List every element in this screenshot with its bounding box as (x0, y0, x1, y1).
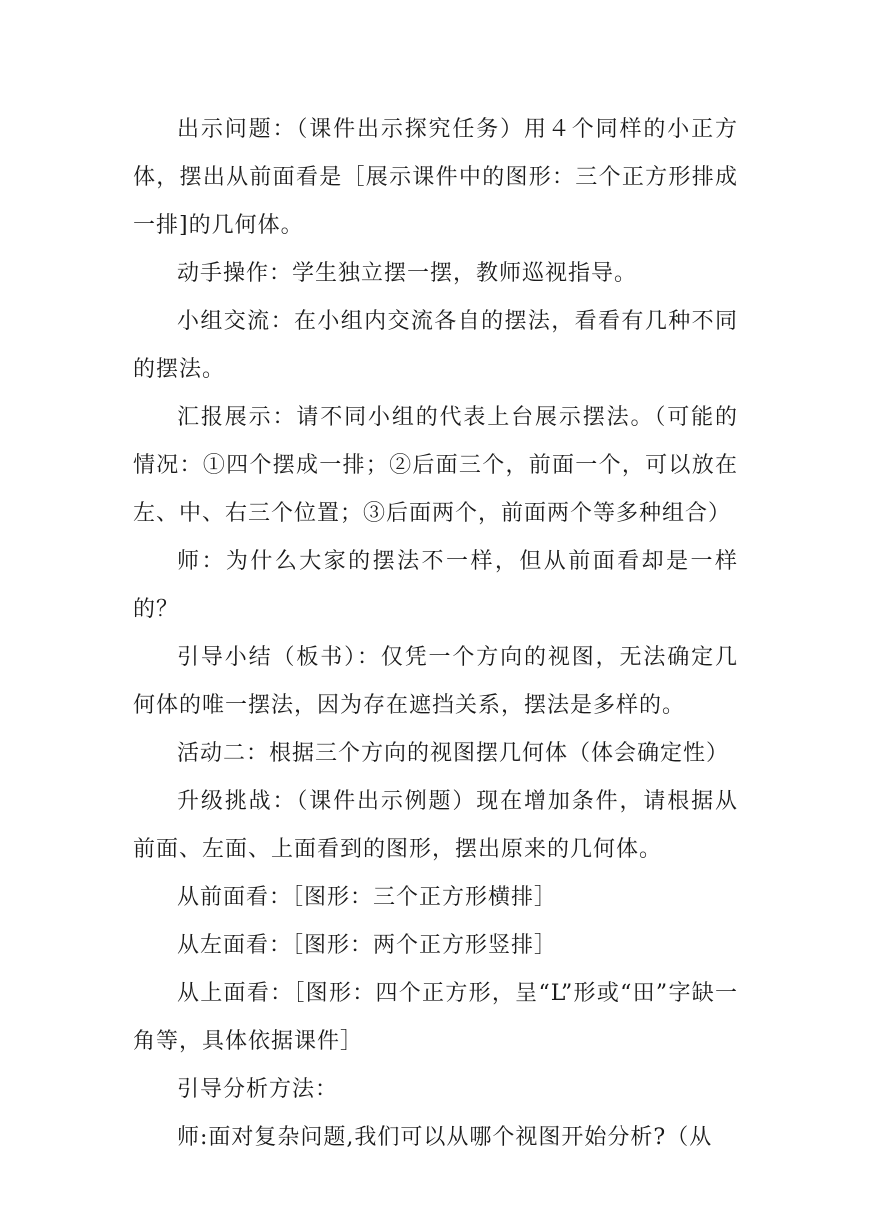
paragraph-hands-on: 动手操作：学生独立摆一摆，教师巡视指导。 (177, 261, 638, 286)
document-body (133, 106, 738, 1162)
paragraph-front-view: 从前面看：［图形：三个正方形横排］ (177, 885, 558, 910)
paragraph-report-display: 汇报展示：请不同小组的代表上台展示摆法。（可能的情况：①四个摆成一排；②后面三个，前面一个，可以放在左、中、右三个位置；③后面两个，前面两个等多种组合） (133, 405, 738, 526)
paragraph-challenge: 升级挑战：（课件出示例题）现在增加条件，请根据从前面、左面、上面看到的图形，摆出原来的几何体。 (133, 789, 738, 862)
paragraph-analysis-method: 引导分析方法： (177, 1077, 339, 1102)
paragraph-summary: 引导小结（板书）：仅凭一个方向的视图，无法确定几何体的唯一摆法，因为存在遮挡关系，摆法是多样的。 (133, 645, 738, 718)
paragraph-task-question: 出示问题：（课件出示探究任务）用４个同样的小正方体，摆出从前面看是［展示课件中的图形：三个正方形排成一排]的几何体。 (133, 117, 738, 238)
paragraph-left-view: 从左面看：［图形：两个正方形竖排］ (177, 933, 558, 958)
paragraph-teacher-question: 师：为什么大家的摆法不一样，但从前面看却是一样的？ (133, 549, 738, 622)
paragraph-group-discussion: 小组交流：在小组内交流各自的摆法，看看有几种不同的摆法。 (133, 309, 738, 382)
paragraph-teacher-prompt: 师:面对复杂问题,我们可以从哪个视图开始分析?（从 (177, 1125, 713, 1150)
paragraph-activity-two: 活动二：根据三个方向的视图摆几何体（体会确定性） (177, 741, 730, 766)
paragraph-top-view: 从上面看：［图形：四个正方形，呈“L”形或“田”字缺一角等，具体依据课件］ (133, 981, 738, 1054)
